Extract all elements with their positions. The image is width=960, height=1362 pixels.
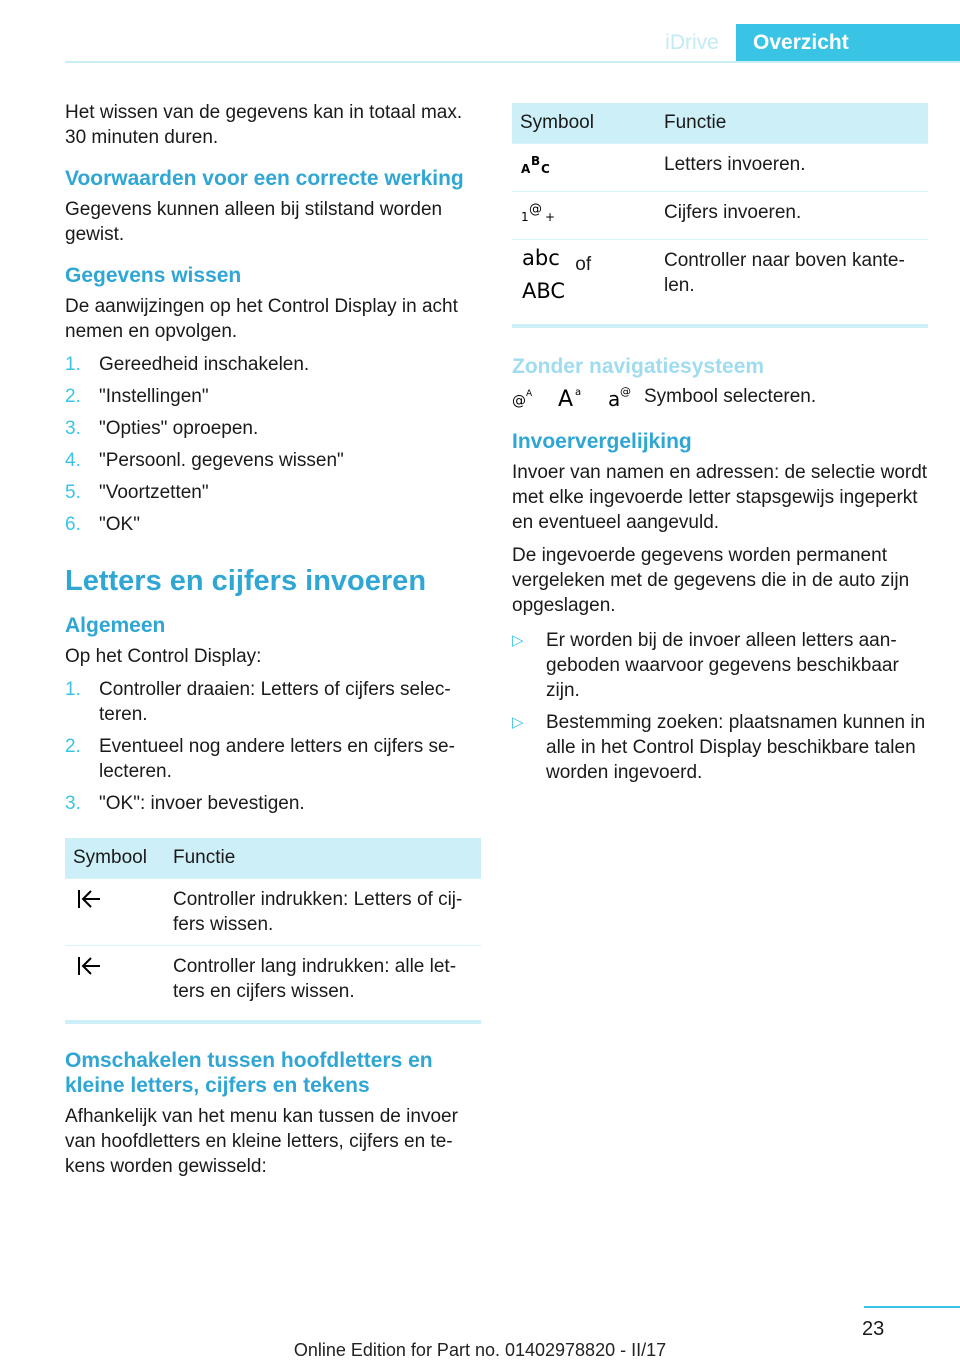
symbol-selection-row (512, 385, 928, 409)
heading-letters-cijfers: Letters en cijfers invoeren (65, 565, 427, 597)
table-row (65, 946, 481, 1013)
row-function: Letters invoeren. (656, 144, 928, 192)
list-item: ▷ Bestemming zoeken: plaatsnamen kunnen in alle in het Control Display beschikbare talen worden ingevoerd. (512, 712, 926, 783)
backspace-icon (73, 887, 103, 911)
intro-paragraph: Het wissen van de gegevens kan in totaal max. 30 minuten duren. (65, 102, 463, 148)
letters-abc-icon (520, 152, 560, 176)
row-function: Controller lang indrukken: alle letters en cijfers wissen. (165, 946, 481, 1013)
table-row (512, 144, 928, 192)
vergelijking-paragraph-1: Invoer van namen en adressen: de selectie wordt met elke ingevoerde letter stapsgewijs ingeperkt en eventueel aangevuld. (512, 462, 928, 533)
header-rule (65, 61, 960, 63)
voorwaarden-paragraph: Gegevens kunnen alleen bij stilstand worden gewist. (65, 199, 443, 245)
svg-text:@: @ (529, 202, 542, 217)
page-number: 23 (862, 1318, 885, 1340)
triangle-bullet-icon: ▷ (512, 632, 524, 649)
svg-text:ABC: ABC (522, 279, 566, 301)
tab-idrive[interactable]: iDrive (665, 31, 719, 54)
table-row (65, 879, 481, 946)
col-header-symbool: Symbool (512, 103, 656, 144)
col-header-functie: Functie (165, 838, 481, 879)
table-row (512, 192, 928, 240)
uppercase-lowercase-icon (558, 385, 586, 409)
list-item: 5. "Voortzetten" (65, 482, 209, 503)
list-item: 2. "Instellingen" (65, 386, 209, 407)
wissen-paragraph: De aanwijzingen op het Control Display in acht nemen en opvolgen. (65, 296, 458, 342)
or-label: of (575, 254, 592, 275)
vergelijking-paragraph-2: De ingevoerde gegevens worden permanent vergeleken met de gegevens die in de auto zijn opgeslagen. (512, 545, 910, 616)
col-header-functie: Functie (656, 103, 928, 144)
symbol-table-delete (65, 838, 481, 1012)
at-uppercase-icon (512, 386, 536, 408)
list-item: 3. "Opties" oproepen. (65, 418, 259, 439)
svg-text:1: 1 (521, 210, 529, 224)
table-end-rule (65, 1020, 481, 1024)
list-item: 3. "OK": invoer bevestigen. (65, 793, 305, 814)
heading-zonder-navigatie: Zonder navigatiesysteem (512, 355, 765, 378)
backspace-icon (73, 954, 103, 978)
symbol-table-input (512, 103, 928, 316)
vergelijking-bullets (512, 628, 928, 785)
svg-text:abc: abc (522, 248, 560, 270)
footer-rule (864, 1306, 960, 1308)
row-function: Controller naar boven kantelen. (656, 240, 928, 317)
svg-text:a: a (608, 387, 621, 409)
list-item: ▷ Er worden bij de invoer alleen letters aangeboden waarvoor gegevens beschikbaar zijn. (512, 630, 899, 701)
algemeen-steps (65, 677, 481, 816)
svg-text:A: A (521, 162, 531, 176)
heading-omschakelen: Omschakelen tussen hoofdletters en kleine letters, cijfers en tekens (65, 1049, 433, 1097)
edition-footer: Online Edition for Part no. 01402978820 - II/17 (293, 1340, 667, 1360)
uppercase-abc-icon (520, 277, 572, 301)
list-item: 2. Eventueel nog andere letters en cijfers selecteren. (65, 736, 455, 782)
row-function: Cijfers invoeren. (656, 192, 928, 240)
lowercase-at-icon (608, 385, 634, 409)
col-header-symbool: Symbool (65, 838, 165, 879)
svg-text:B: B (531, 154, 541, 168)
heading-voorwaarden: Voorwaarden voor een correcte werking (65, 167, 464, 190)
list-item: 1. Controller draaien: Letters of cijfers selecteren. (65, 679, 451, 725)
svg-text:@: @ (512, 393, 526, 408)
right-column (512, 103, 928, 795)
svg-text:A: A (526, 389, 533, 399)
triangle-bullet-icon: ▷ (512, 714, 524, 731)
heading-gegevens-wissen: Gegevens wissen (65, 264, 242, 287)
svg-text:a: a (575, 387, 582, 398)
lowercase-abc-icon (520, 248, 568, 270)
omschakelen-paragraph: Afhankelijk van het menu kan tussen de invoer van hoofdletters en kleine letters, cijfers en tekens worden gewisseld: (65, 1106, 458, 1177)
tab-overzicht[interactable]: Overzicht (736, 24, 960, 61)
algemeen-paragraph: Op het Control Display: (65, 646, 262, 667)
heading-invoervergelijking: Invoervergelijking (512, 430, 692, 453)
symbol-selection-text: Symbool selecteren. (644, 386, 817, 407)
wissen-steps (65, 352, 481, 537)
svg-text:C: C (541, 162, 550, 176)
digits-symbols-icon (520, 200, 560, 224)
row-function: Controller indrukken: Letters of cijfers wissen. (165, 879, 481, 946)
svg-text:@: @ (620, 385, 631, 398)
list-item: 6. "OK" (65, 514, 140, 535)
left-column (65, 100, 481, 1187)
table-row (512, 240, 928, 317)
list-item: 4. "Persoonl. gegevens wissen" (65, 450, 344, 471)
svg-text:A: A (558, 387, 574, 409)
table-end-rule (512, 324, 928, 328)
svg-text:+: + (545, 210, 556, 224)
list-item: 1. Gereedheid inschakelen. (65, 354, 310, 375)
heading-algemeen: Algemeen (65, 614, 166, 637)
